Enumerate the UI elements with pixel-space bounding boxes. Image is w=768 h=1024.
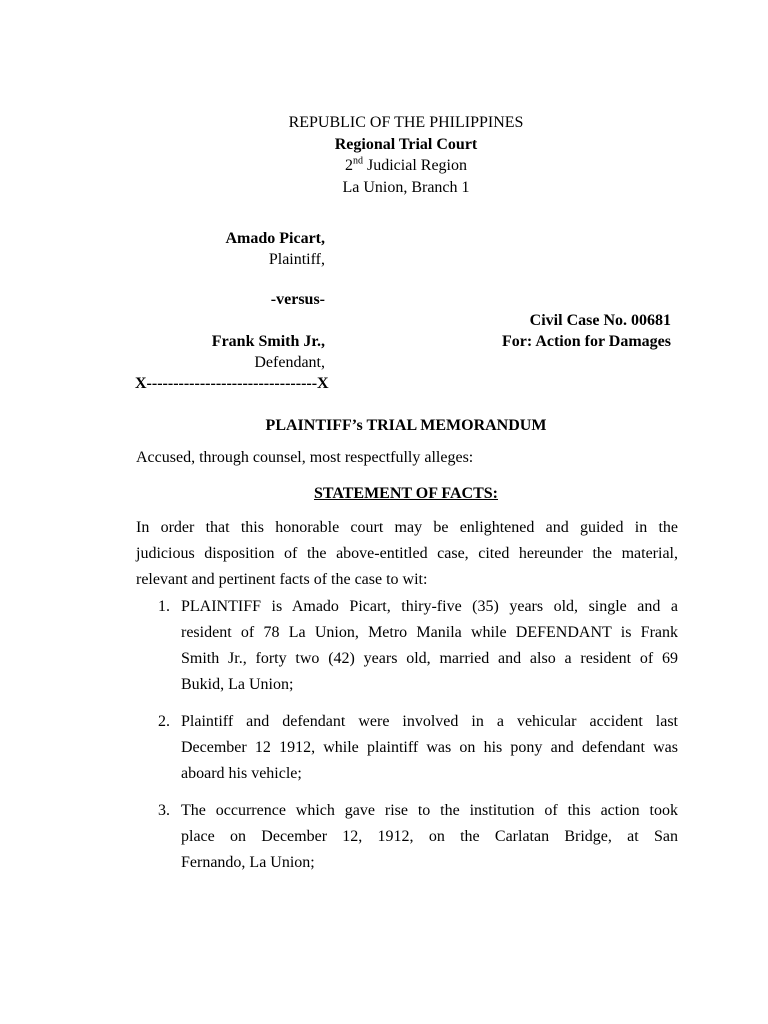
fact-line: place on December 12, 1912, on the Carlatan Bridge, at San <box>181 828 678 845</box>
versus-text: -versus- <box>270 291 325 308</box>
defendant-role: Defendant, <box>254 354 325 371</box>
fact-line: Fernando, La Union; <box>181 854 315 871</box>
fact-number: 2. <box>158 713 170 730</box>
case-action: For: Action for Damages <box>502 333 671 350</box>
body-line: judicious disposition of the above-entitled case, cited hereunder the material, <box>136 545 678 562</box>
body-paragraph <box>136 515 678 593</box>
fact-text <box>181 709 678 787</box>
header-location <box>0 177 768 199</box>
memorandum-title-text: PLAINTIFF’s TRIAL MEMORANDUM <box>265 417 547 434</box>
plaintiff-name: Amado Picart, <box>225 230 325 247</box>
fact-number: 3. <box>158 802 170 819</box>
fact-line: Plaintiff and defendant were involved in a vehicular accident last <box>181 713 678 730</box>
region-rest: Judicial Region <box>363 157 467 174</box>
header-court <box>0 134 768 156</box>
fact-line: aboard his vehicle; <box>181 765 302 782</box>
fact-line: PLAINTIFF is Amado Picart, thiry-five (35) years old, single and a <box>181 598 678 615</box>
location-text: La Union, Branch 1 <box>342 179 470 196</box>
header-region <box>0 155 768 177</box>
court-text: Regional Trial Court <box>334 136 478 153</box>
fact-text <box>181 594 678 698</box>
intro-text: Accused, through counsel, most respectfully alleges: <box>136 449 474 466</box>
republic-text: REPUBLIC OF THE PHILIPPINES <box>288 114 524 131</box>
fact-text <box>181 798 678 876</box>
case-number: Civil Case No. 00681 <box>529 312 671 329</box>
body-line: In order that this honorable court may be enlightened and guided in the <box>136 519 678 536</box>
defendant-name: Frank Smith Jr., <box>211 333 325 350</box>
caption-separator: X--------------------------------X <box>135 375 329 392</box>
fact-line: The occurrence which gave rise to the institution of this action took <box>181 802 678 819</box>
section-heading <box>0 483 768 505</box>
fact-line: Smith Jr., forty two (42) years old, married and also a resident of 69 <box>181 650 678 667</box>
fact-line: Bukid, La Union; <box>181 676 294 693</box>
region-number: 2 <box>345 157 353 174</box>
fact-number: 1. <box>158 598 170 615</box>
plaintiff-role: Plaintiff, <box>268 251 325 268</box>
fact-line: resident of 78 La Union, Metro Manila while DEFENDANT is Frank <box>181 624 678 641</box>
fact-line: December 12 1912, while plaintiff was on his pony and defendant was <box>181 739 678 756</box>
memorandum-title <box>0 415 768 437</box>
header-republic <box>0 112 768 134</box>
section-heading-text: STATEMENT OF FACTS: <box>313 485 499 502</box>
region-suffix: nd <box>353 155 363 167</box>
body-line: relevant and pertinent facts of the case to wit: <box>136 571 428 588</box>
